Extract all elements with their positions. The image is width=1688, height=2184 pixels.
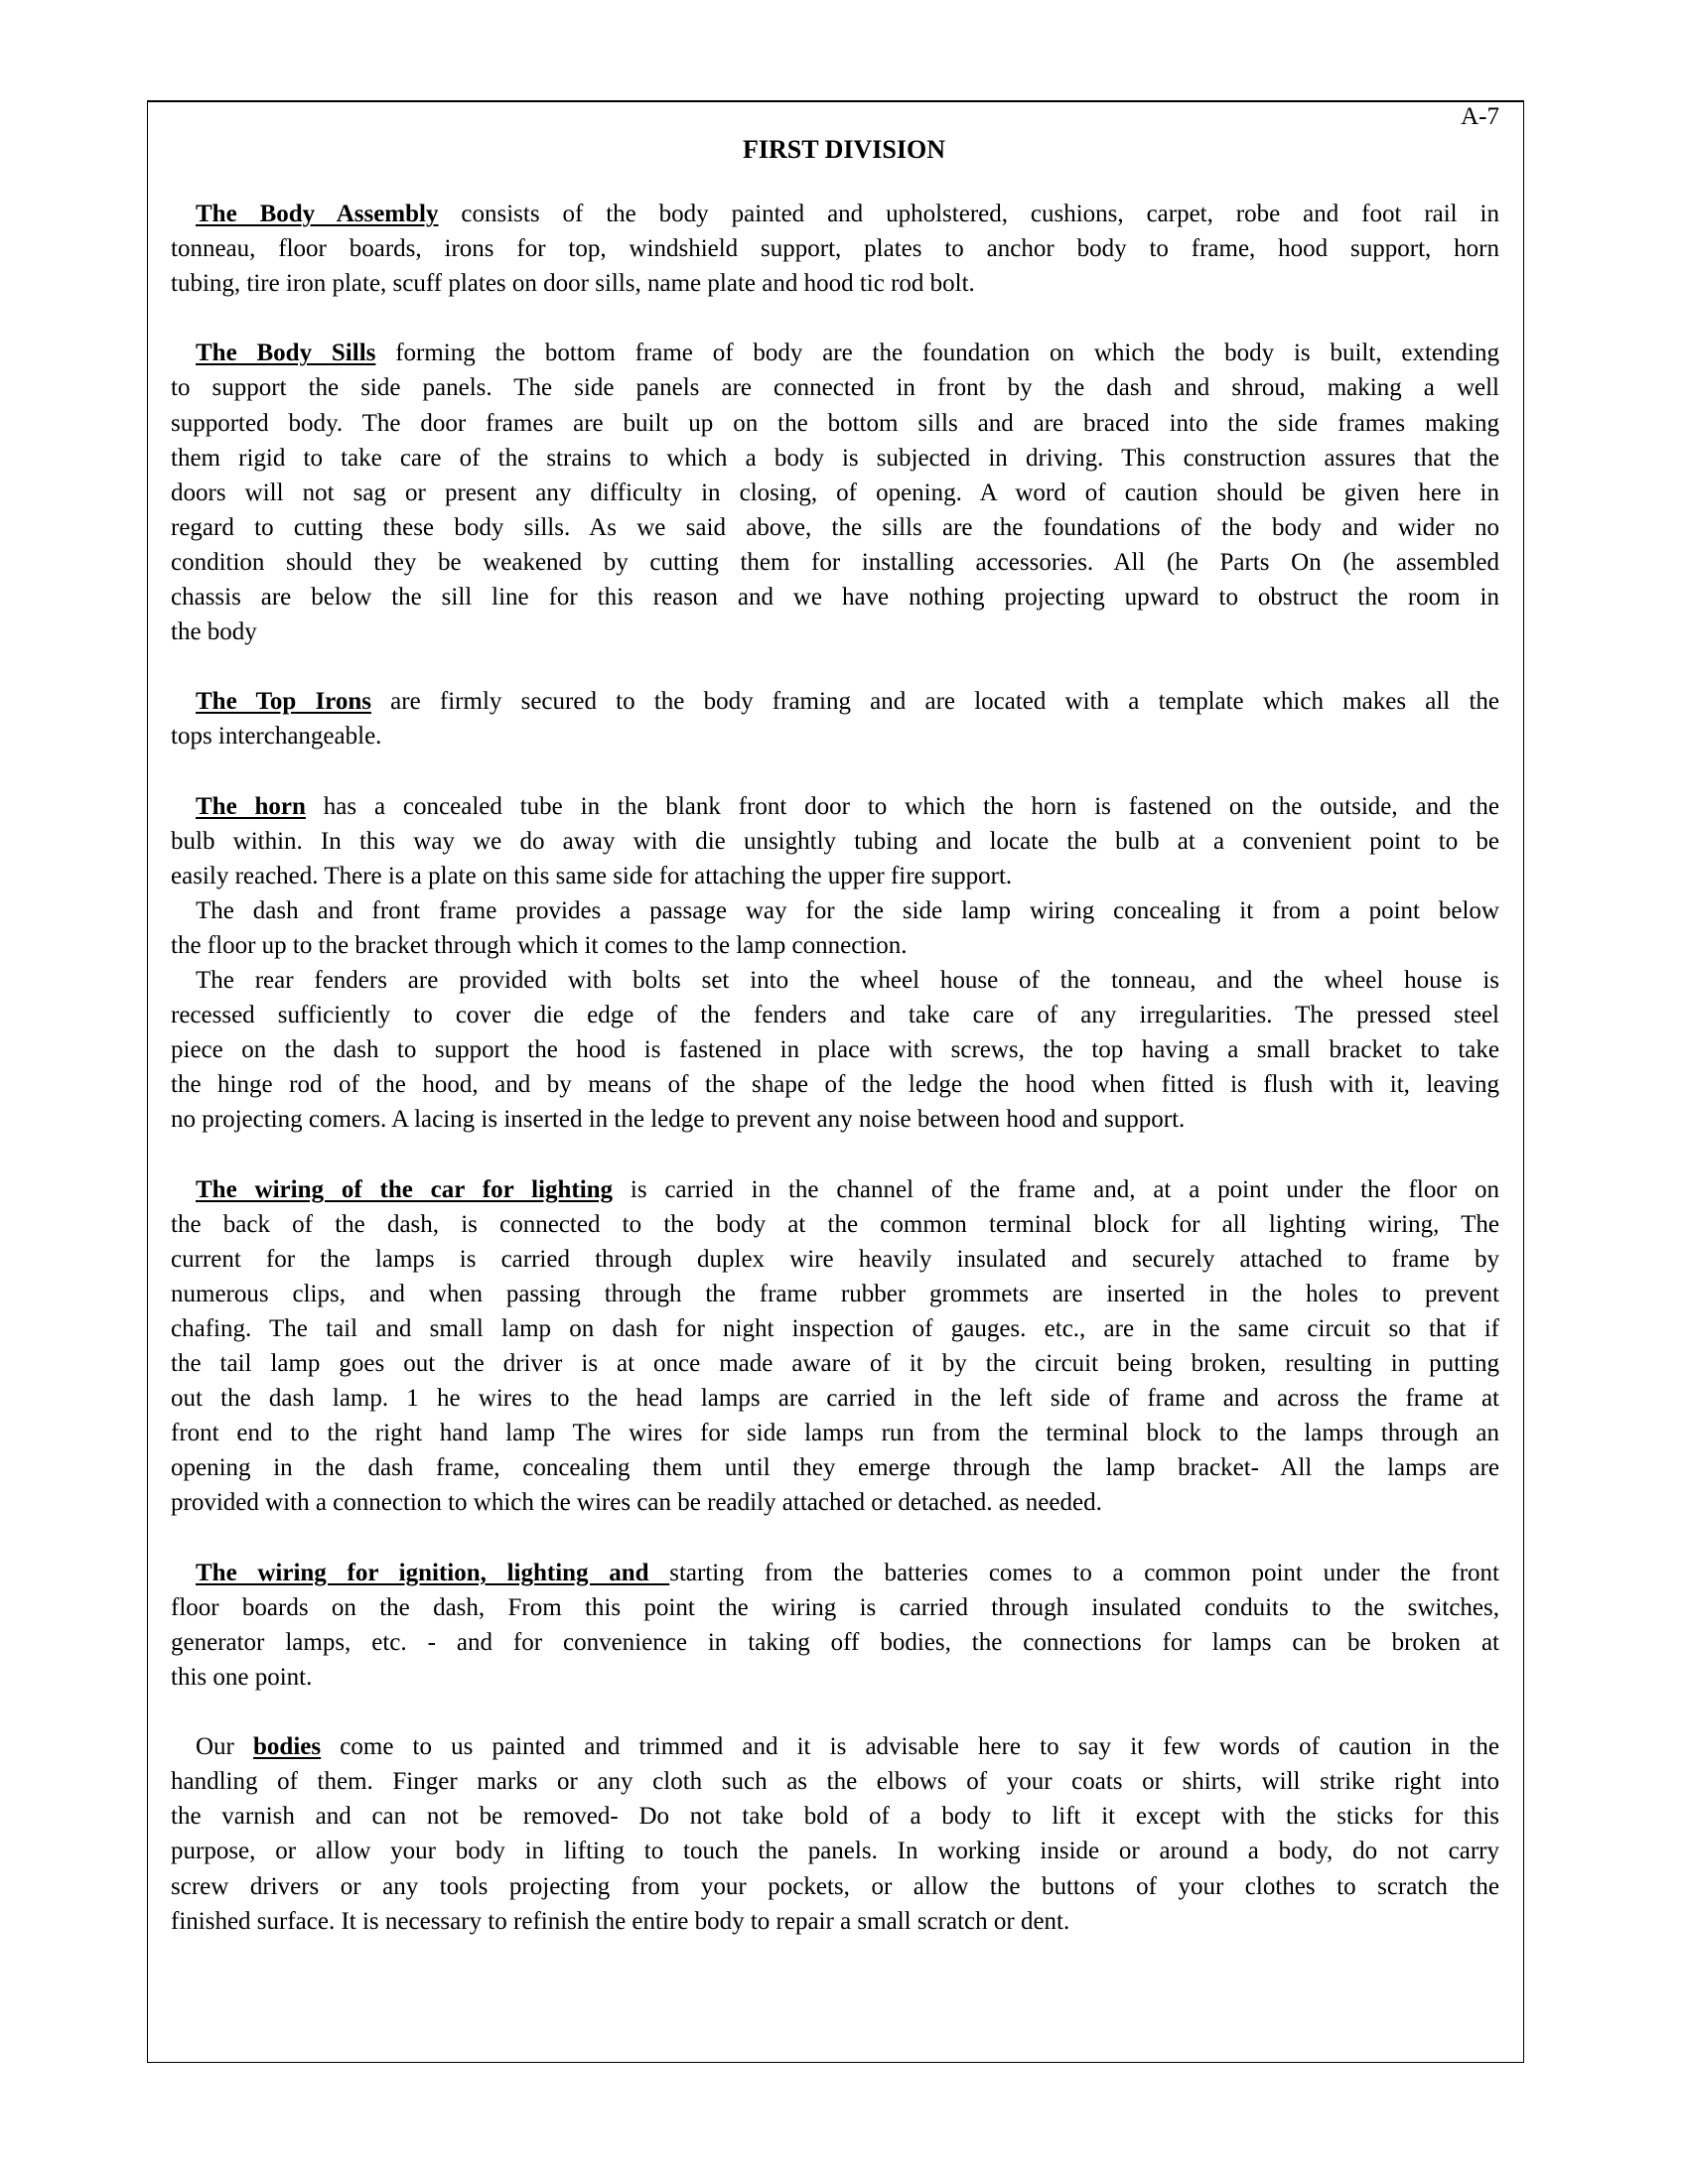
text-line: screw drivers or any tools projecting from your pockets, or allow the buttons of your clothes to scratch the: [171, 1872, 1499, 1900]
text-line: out the dash lamp. 1 he wires to the head lamps are carried in the left side of frame and across the frame at: [171, 1385, 1499, 1413]
text-line: no projecting comers. A lacing is inserted in the ledge to prevent any noise between hood and support.: [171, 1106, 1186, 1134]
text-line: the body: [171, 618, 257, 646]
text-line: [171, 684, 1499, 719]
text-line: front end to the right hand lamp The wires for side lamps run from the terminal block to the lamps through an: [171, 1420, 1499, 1447]
text-line: tops interchangeable.: [171, 723, 382, 751]
text-line: tonneau, floor boards, irons for top, windshield support, plates to anchor body to frame, hood support, horn: [171, 235, 1499, 263]
paragraph-text: starting from the batteries comes to a common point under the front: [669, 1559, 1500, 1586]
text-line: piece on the dash to support the hood is fastened in place with screws, the top having a small bracket to take: [171, 1036, 1499, 1064]
text-line: the back of the dash, is connected to the body at the common terminal block for all lighting wiring, The: [171, 1210, 1499, 1238]
text-line: generator lamps, etc. - and for convenience in taking off bodies, the connections for lamps can be broken at: [171, 1628, 1499, 1656]
paragraph-heading: The wiring of the car for lighting: [196, 1175, 614, 1203]
paragraph-text: consists of the body painted and upholstered, cushions, carpet, robe and foot rail in: [438, 201, 1499, 227]
document-body: [171, 197, 1499, 1939]
text-line: the varnish and can not be removed- Do not take bold of a body to lift it except with the sticks for this: [171, 1803, 1499, 1831]
paragraph-text: Our: [196, 1733, 254, 1761]
paragraph-text: The rear fenders are provided with bolts set into the wheel house of the tonneau, and the wheel house is: [196, 967, 1499, 995]
paragraph-heading: The Top Irons: [196, 688, 371, 716]
paragraph: [171, 1556, 1499, 1695]
text-line: finished surface. It is necessary to refinish the entire body to repair a small scratch or dent.: [171, 1907, 1070, 1935]
text-line: supported body. The door frames are built up on the bottom sills and are braced into the side frames making: [171, 409, 1499, 437]
text-line: them rigid to take care of the strains to which a body is subjected in driving. This construction assures that the: [171, 444, 1499, 472]
text-line: [171, 1172, 1499, 1207]
text-line: doors will not sag or present any difficulty in closing, of opening. A word of caution should be given here in: [171, 478, 1499, 506]
text-line: numerous clips, and when passing through the frame rubber grommets are inserted in the holes to prevent: [171, 1280, 1499, 1307]
paragraph-text: are firmly secured to the body framing and are located with a template which makes all the: [370, 688, 1500, 716]
text-line: the hinge rod of the hood, and by means of the shape of the ledge the hood when fitted is flush with it, leaving: [171, 1071, 1499, 1099]
text-line: handling of them. Finger marks or any cloth such as the elbows of your coats or shirts, will strike right into: [171, 1768, 1499, 1796]
paragraph-heading: The wiring for ignition, lighting and: [196, 1559, 670, 1586]
paragraph-text: has a concealed tube in the blank front door to which the horn is fastened on the outside, and the: [305, 792, 1499, 820]
paragraph-text: forming the bottom frame of body are the foundation on which the body is built, extending: [375, 340, 1499, 367]
text-line: the floor up to the bracket through which it comes to the lamp connection.: [171, 931, 908, 959]
paragraph-text: come to us painted and trimmed and it is advisable here to say it few words of caution in the: [321, 1733, 1499, 1761]
text-line: [171, 1729, 1499, 1764]
text-line: [171, 893, 1499, 928]
text-line: [171, 789, 1499, 824]
text-line: easily reached. There is a plate on this same side for attaching the upper fire support.: [171, 862, 1013, 889]
page-title: FIRST DIVISION: [743, 135, 945, 164]
text-line: purpose, or allow your body in lifting to touch the panels. In working inside or around a body, do not carry: [171, 1838, 1499, 1865]
paragraph: [171, 197, 1499, 301]
paragraph: [171, 893, 1499, 963]
paragraph: [171, 1172, 1499, 1521]
text-line: [171, 197, 1499, 231]
text-line: chassis are below the sill line for this reason and we have nothing projecting upward to obstruct the room in: [171, 584, 1499, 612]
paragraph-heading: The horn: [196, 792, 306, 820]
text-line: floor boards on the dash, From this point the wiring is carried through insulated conduits to the switches,: [171, 1593, 1499, 1621]
paragraph-heading: The Body Assembly: [196, 201, 439, 227]
text-line: tubing, tire iron plate, scuff plates on door sills, name plate and hood tic rod bolt.: [171, 270, 975, 298]
text-line: [171, 336, 1499, 370]
text-line: bulb within. In this way we do away with die unsightly tubing and locate the bulb at a convenient point to be: [171, 827, 1499, 855]
paragraph: [171, 963, 1499, 1137]
paragraph: [171, 684, 1499, 753]
text-line: opening in the dash frame, concealing them until they emerge through the lamp bracket- All the lamps are: [171, 1454, 1499, 1482]
text-line: provided with a connection to which the wires can be readily attached or detached. as needed.: [171, 1489, 1102, 1517]
text-line: chafing. The tail and small lamp on dash for night inspection of gauges. etc., are in the same circuit so that if: [171, 1315, 1499, 1342]
page-number: A-7: [1461, 103, 1499, 130]
text-line: [171, 963, 1499, 998]
paragraph-heading: The Body Sills: [196, 340, 376, 367]
text-line: the tail lamp goes out the driver is at once made aware of it by the circuit being broken, resulting in putting: [171, 1350, 1499, 1378]
paragraph: [171, 1729, 1499, 1939]
text-line: this one point.: [171, 1663, 313, 1691]
text-line: condition should they be weakened by cutting them for installing accessories. All (he Parts On (he assembled: [171, 548, 1499, 576]
paragraph: [171, 789, 1499, 893]
paragraph-text: The dash and front frame provides a passage way for the side lamp wiring concealing it from a point below: [196, 896, 1499, 924]
text-line: recessed sufficiently to cover die edge of the fenders and take care of any irregularities. The pressed steel: [171, 1002, 1499, 1029]
paragraph: [171, 336, 1499, 649]
text-line: regard to cutting these body sills. As we said above, the sills are the foundations of the body and wider no: [171, 513, 1499, 541]
text-line: current for the lamps is carried through duplex wire heavily insulated and securely attached to frame by: [171, 1245, 1499, 1273]
paragraph-text: is carried in the channel of the frame and, at a point under the floor on: [613, 1175, 1499, 1203]
text-line: [171, 1556, 1499, 1590]
paragraph-heading: bodies: [253, 1733, 322, 1761]
text-line: to support the side panels. The side panels are connected in front by the dash and shroud, making a well: [171, 374, 1499, 402]
